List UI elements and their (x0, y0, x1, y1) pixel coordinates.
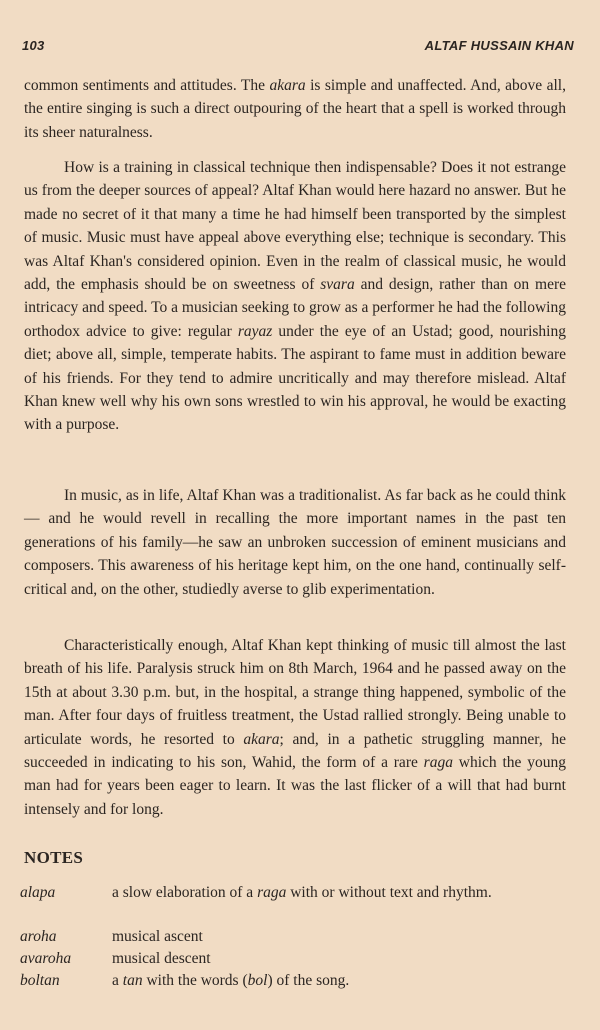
text-run: and design, rather than on mere intricacy and speed. To a musician seeking to grow as a performer he had the following orthodox advice to give: regular (24, 276, 567, 340)
note-term: aroha (20, 928, 57, 945)
note-definition (112, 882, 570, 903)
text-run: is simple and unaffected. And, above all, the entire singing is such a direct outpouring of the heart that a spell is worked through its sheer naturalness. (24, 77, 566, 141)
italic-term: rayaz (237, 322, 273, 340)
text-run: a (112, 972, 123, 989)
text-run: a slow elaboration of a (112, 884, 258, 901)
text-run: Characteristically enough, Altaf Khan kept thinking of music till almost the last breath of his life. Paralysis struck him on 8th March, 1964 and he passed away on the 15th at about 3.30 p.m. but, in the hospital, a strange thing happened, symbolic of the man. After four days of fruitless treatment, the Ustad rallied strongly. Being unable to articulate words, he resorted to (24, 637, 566, 748)
italic-term: akara (269, 77, 306, 94)
note-definition (112, 926, 570, 947)
note-item (20, 882, 570, 924)
paragraph-3 (24, 484, 566, 601)
note-term: alapa (20, 884, 56, 901)
page-number: 103 (22, 38, 45, 53)
text-run: In music, as in life, Altaf Khan was a traditionalist. As far back as he could think — and he would revell in recalling the more important names in the past ten generations of his family—he saw an unbroken succession of eminent musicians and composers. This awareness of his heritage kept him, on the one hand, continually self-critical and, on the other, studiedly averse to glib experimentation. (24, 487, 566, 598)
paragraph-4 (24, 634, 566, 821)
italic-term: raga (257, 884, 287, 901)
running-title: ALTAF HUSSAIN KHAN (424, 38, 574, 53)
running-header (18, 38, 574, 58)
text-run: common sentiments and attitudes. The (24, 77, 270, 94)
text-run: ; and, in a pathetic struggling manner, he succeeded in indicating to his son, Wahid, the form of a rare (24, 730, 567, 772)
text-run: How is a training in classical technique then indispensable? Does it not estrange us from the deeper sources of appeal? Altaf Khan would here hazard no answer. But he made no secret of it that many a time he had himself been transported by the simplest of music. Music must have appeal above everything else; technique is secondary. This was Altaf Khan's considered opinion. Even in the realm of classical music, he would add, the emphasis should be on sweetness of (24, 159, 566, 294)
italic-term: raga (423, 754, 453, 772)
italic-term: tan (122, 972, 143, 989)
italic-term: akara (243, 730, 280, 748)
text-run: ) of the song. (267, 972, 350, 989)
notes-heading: NOTES (24, 848, 84, 867)
note-definition (112, 948, 570, 969)
text-run: musical descent (112, 950, 211, 967)
note-term: avaroha (20, 950, 72, 967)
italic-term: bol (247, 972, 268, 989)
text-run: with the words ( (142, 972, 248, 989)
note-definition (112, 970, 570, 991)
paragraph-1 (24, 74, 566, 144)
paragraph-2 (24, 156, 566, 437)
note-term: boltan (20, 972, 60, 989)
italic-term: svara (320, 276, 355, 294)
text-run: musical ascent (112, 928, 203, 945)
text-run: under the eye of an Ustad; good, nourishing diet; above all, simple, temperate habits. The aspirant to fame must in addition beware of his friends. For they tend to admire uncritically and may therefore mislead. Altaf Khan knew well why his own sons wrestled to win his approval, he would be exacting with a purpose. (24, 322, 566, 434)
text-run: which the young man had for years been eager to learn. It was the last flicker of a will that had burnt intensely and for long. (24, 754, 566, 818)
text-run: with or without text and rhythm. (286, 884, 492, 901)
